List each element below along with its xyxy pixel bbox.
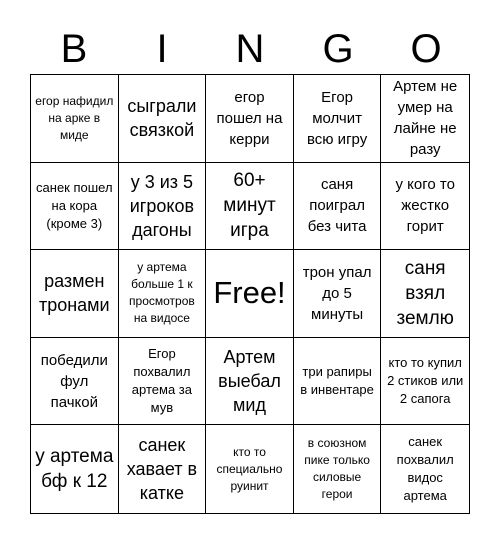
bingo-cell[interactable] [31,75,119,163]
bingo-cell[interactable] [381,338,469,426]
bingo-cell[interactable] [381,250,469,338]
bingo-grid [30,74,470,514]
cell-text: саня взял землю [396,257,454,329]
cell-text: трон упал до 5 минуты [302,263,372,323]
cell-text: Артем выебал мид [218,347,281,416]
bingo-cell[interactable] [206,338,294,426]
bingo-cell[interactable] [206,75,294,163]
bingo-cell[interactable] [31,338,119,426]
bingo-header [30,24,470,74]
cell-text: в союзном пике только силовые герои [304,436,370,502]
cell-text: кто то специально руинит [216,444,283,493]
cell-text: Егор похвалил артема за мув [131,346,192,416]
free-space-cell[interactable] [206,250,294,338]
bingo-cell[interactable] [31,425,119,513]
cell-text: у артема бф к 12 [35,446,114,493]
bingo-cell[interactable] [119,250,207,338]
cell-text: егор пошел на керри [216,88,283,148]
bingo-cell[interactable] [381,425,469,513]
bingo-cell[interactable] [206,425,294,513]
cell-text: 60+ минут игра [223,170,276,242]
cell-text: сыграли связкой [127,96,197,141]
cell-text: санек похвалил видос артема [396,434,454,504]
header-letter-g: G [322,27,354,71]
cell-text: размен тронами [38,271,110,316]
cell-text: у 3 из 5 игроков дагоны [129,171,195,240]
bingo-cell[interactable] [119,338,207,426]
cell-text: саня поиграл без чита [307,176,367,236]
cell-text: Артем не умер на лайне не разу [393,78,458,159]
cell-text: Егор молчит всю игру [306,88,368,148]
bingo-cell[interactable] [381,75,469,163]
header-letter-o: O [410,27,442,71]
free-space-label: Free! [213,275,286,311]
bingo-cell[interactable] [294,338,382,426]
bingo-cell[interactable] [294,425,382,513]
bingo-cell[interactable] [381,163,469,251]
cell-text: у кого то жестко горит [395,176,455,236]
bingo-cell[interactable] [119,75,207,163]
cell-text: кто то купил 2 стиков или 2 сапога [387,355,464,407]
cell-text: победили фул пачкой [40,351,108,411]
bingo-cell[interactable] [119,163,207,251]
bingo-cell[interactable] [31,163,119,251]
bingo-cell[interactable] [294,250,382,338]
bingo-cell[interactable] [206,163,294,251]
cell-text: егор нафидил на арке в миде [35,93,114,142]
header-letter-b: B [60,27,88,71]
cell-text: у артема больше 1 к просмотров на видосе [129,260,195,326]
bingo-cell[interactable] [294,75,382,163]
bingo-cell[interactable] [31,250,119,338]
header-letter-n: N [235,27,265,71]
cell-text: санек пошел на кора (кроме 3) [36,179,113,231]
cell-text: санек хавает в катке [126,435,198,504]
header-letter-i: I [156,27,168,71]
cell-text: три рапиры в инвентаре [300,364,374,398]
bingo-cell[interactable] [294,163,382,251]
bingo-cell[interactable] [119,425,207,513]
